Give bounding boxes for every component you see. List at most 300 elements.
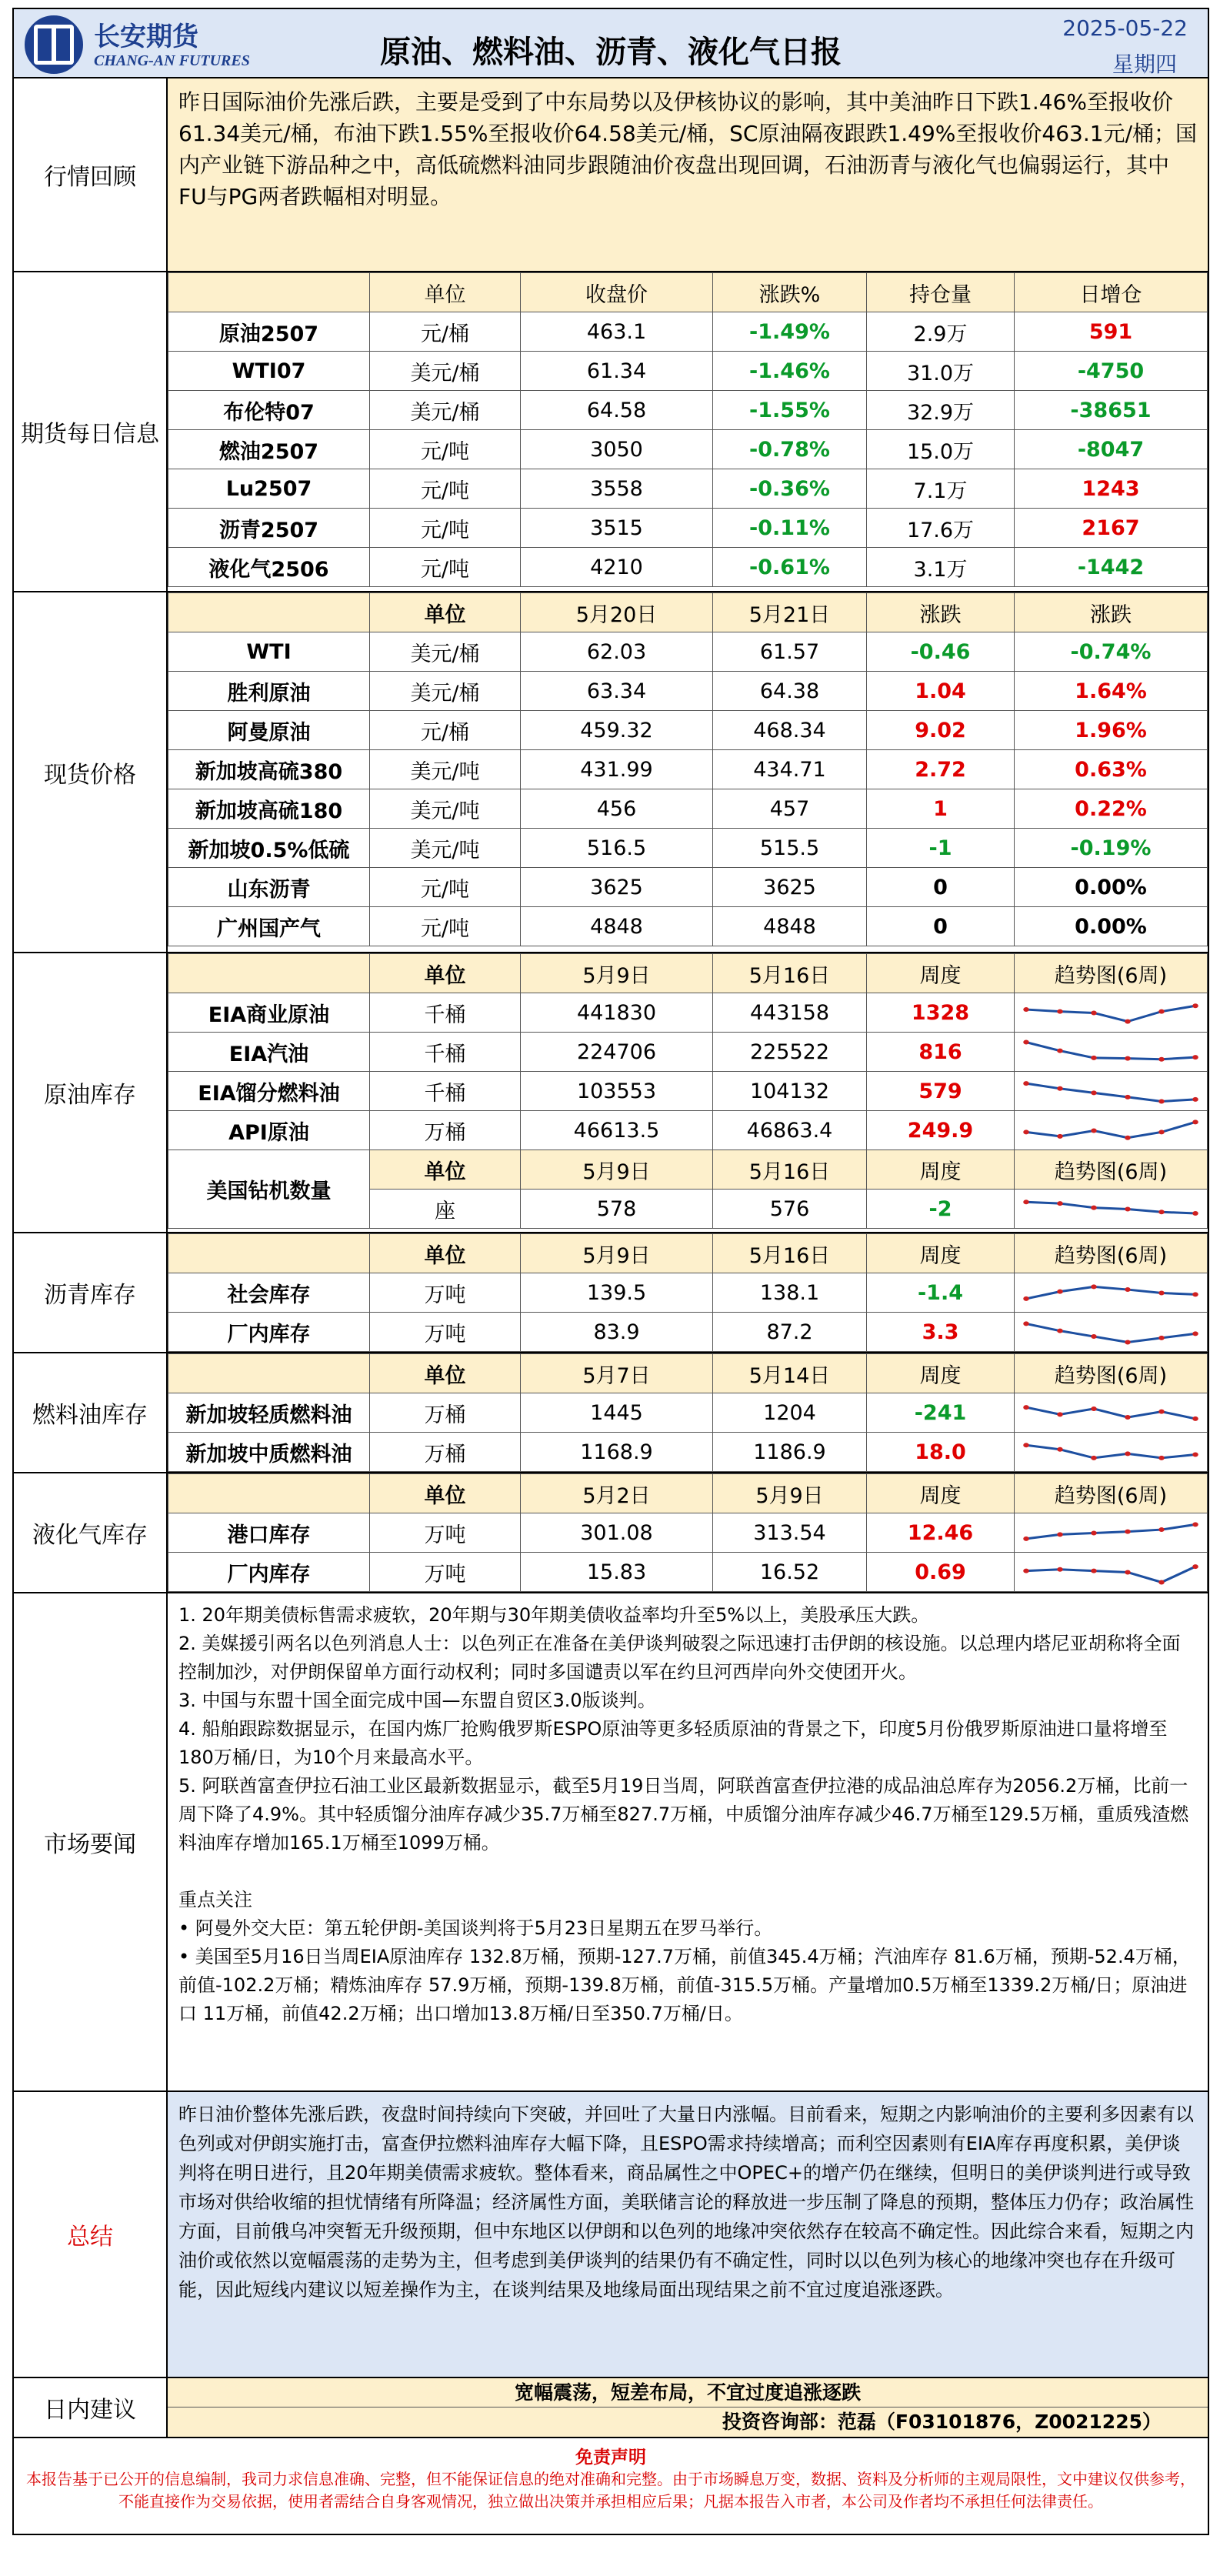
column-header: 涨跌: [1015, 593, 1208, 632]
value-prev: 83.9: [521, 1313, 713, 1352]
table-row: [168, 1111, 1208, 1150]
table-header-row: [168, 1474, 1208, 1513]
unit: 座: [370, 1190, 521, 1229]
crude-inventory-table: [168, 953, 1208, 1229]
sparkline-path: [1026, 1323, 1195, 1342]
futures-label: 期货每日信息: [14, 272, 168, 591]
price-day2: 434.71: [713, 750, 867, 789]
value-latest: 443158: [713, 993, 867, 1033]
table-row: [168, 1033, 1208, 1072]
weekly-change: 249.9: [867, 1111, 1015, 1150]
column-header: 单位: [370, 954, 521, 993]
brand-name-en: CHANG-AN FUTURES: [94, 52, 250, 69]
contract-name: 布伦特07: [168, 391, 370, 430]
daily-oi-change: 591: [1015, 312, 1208, 352]
column-header: 趋势图(6周): [1015, 1234, 1208, 1273]
sparkline-point: [1158, 1009, 1165, 1013]
unit: 美元/桶: [370, 632, 521, 672]
sparkline-point: [1125, 1206, 1131, 1211]
unit: 元/桶: [370, 312, 521, 352]
table-row: [168, 469, 1208, 509]
lpg-inventory-section: [12, 1473, 1209, 1593]
sparkline-point: [1023, 1081, 1029, 1086]
weekly-change: 579: [867, 1072, 1015, 1111]
column-header: 周度: [867, 1474, 1015, 1513]
sparkline-point: [1057, 1412, 1063, 1416]
price-day2: 515.5: [713, 829, 867, 868]
unit: 元/吨: [370, 907, 521, 946]
spot-name: 新加坡0.5%低硫: [168, 829, 370, 868]
sparkline-point: [1192, 1003, 1198, 1008]
value-prev: 46613.5: [521, 1111, 713, 1150]
advice-section: [12, 2378, 1209, 2438]
sparkline-path: [1026, 1202, 1195, 1213]
sparkline-path: [1026, 1083, 1195, 1101]
open-interest: 31.0万: [867, 352, 1015, 391]
trend-sparkline: [1015, 1313, 1208, 1352]
asphalt-inventory-section: [12, 1233, 1209, 1353]
table-row: [168, 993, 1208, 1033]
change: -1: [867, 829, 1015, 868]
unit: 美元/吨: [370, 750, 521, 789]
sparkline-point: [1091, 1010, 1097, 1015]
value-prev: 15.83: [521, 1553, 713, 1592]
inventory-name: EIA汽油: [168, 1033, 370, 1072]
spot-table: [168, 592, 1208, 946]
price-day1: 459.32: [521, 711, 713, 750]
column-header: 周度: [867, 1354, 1015, 1393]
unit: 美元/桶: [370, 352, 521, 391]
column-header: 单位: [370, 1354, 521, 1393]
column-header: 5月16日: [713, 1150, 867, 1190]
lpg-inventory-label: 液化气库存: [14, 1473, 168, 1592]
value-latest: 1186.9: [713, 1433, 867, 1472]
unit: 元/吨: [370, 469, 521, 509]
contract-name: 原油2507: [168, 312, 370, 352]
value-prev: 1168.9: [521, 1433, 713, 1472]
column-header: 周度: [867, 1150, 1015, 1190]
inventory-name: EIA馏分燃料油: [168, 1072, 370, 1111]
column-header: [168, 1474, 370, 1513]
table-header-row: [168, 954, 1208, 993]
sparkline-point: [1057, 1289, 1063, 1293]
sparkline-point: [1023, 1007, 1029, 1012]
summary-section: [12, 2092, 1209, 2378]
sparkline-point: [1192, 1522, 1198, 1527]
change-percent: -0.78%: [713, 430, 867, 469]
sparkline-point: [1158, 1580, 1165, 1584]
sparkline-point: [1192, 1564, 1198, 1569]
unit: 美元/桶: [370, 672, 521, 711]
inventory-name: EIA商业原油: [168, 993, 370, 1033]
review-section: [12, 78, 1209, 272]
unit: 元/吨: [370, 868, 521, 907]
unit: 万吨: [370, 1553, 521, 1592]
column-header: [168, 273, 370, 312]
unit: 万桶: [370, 1393, 521, 1433]
sparkline-point: [1057, 1328, 1063, 1333]
crude-inventory-label: 原油库存: [14, 953, 168, 1232]
sparkline-point: [1125, 1094, 1131, 1099]
weekly-change: 12.46: [867, 1513, 1015, 1553]
news-item: 4. 船舶跟踪数据显示，在国内炼厂抢购俄罗斯ESPO原油等更多轻质原油的背景之下，印度5月份俄罗斯原油进口量将增至180万桶/日，为10个月来最高水平。: [178, 1718, 1168, 1768]
sparkline-point: [1158, 1056, 1165, 1061]
value-prev: 578: [521, 1190, 713, 1229]
column-header: 5月9日: [521, 954, 713, 993]
table-row: [168, 711, 1208, 750]
column-header: 5月21日: [713, 593, 867, 632]
table-row: [168, 1553, 1208, 1592]
column-header: [168, 593, 370, 632]
sparkline-point: [1192, 1331, 1198, 1336]
spot-name: 胜利原油: [168, 672, 370, 711]
value-latest: 46863.4: [713, 1111, 867, 1150]
sparkline-point: [1023, 1321, 1029, 1326]
change: 1: [867, 789, 1015, 829]
table-header-row: [168, 1234, 1208, 1273]
inventory-name: 新加坡中质燃料油: [168, 1433, 370, 1472]
sparkline-point: [1125, 1529, 1131, 1533]
column-header: 5月9日: [713, 1474, 867, 1513]
spot-label: 现货价格: [14, 592, 168, 952]
column-header: 5月16日: [713, 954, 867, 993]
sparkline-point: [1091, 1568, 1097, 1573]
daily-oi-change: -1442: [1015, 548, 1208, 587]
spot-name: 新加坡高硫380: [168, 750, 370, 789]
sparkline-point: [1192, 1292, 1198, 1296]
sparkline-point: [1192, 1119, 1198, 1124]
column-header: 日增仓: [1015, 273, 1208, 312]
daily-oi-change: -8047: [1015, 430, 1208, 469]
sparkline-point: [1125, 1340, 1131, 1344]
change-percent: -1.55%: [713, 391, 867, 430]
summary-text: 昨日油价整体先涨后跌，夜盘时间持续向下突破，并回吐了大量日内涨幅。目前看来，短期之内影响油价的主要利多因素有以色列或对伊朗实施打击，富查伊拉燃料油库存大幅下降，且ESPO需求持续增高；而利空因素则有EIA库存再度积累，美伊谈判将在明日进行，且20年期美债需求疲软。整体看来，商品属性之中OPEC+的增产仍在继续，但明日的美伊谈判进行或导致市场对供给收缩的担忧情绪有所降温；经济属性方面，美联储言论的释放进一步压制了降息的预期，整体压力仍存；政治属性方面，目前俄乌冲突暂无升级预期，但中东地区以伊朗和以色列的地缘冲突依然存在较高不确定性。因此综合来看，短期之内油价或依然以宽幅震荡的走势为主，但考虑到美伊谈判的结果仍有不确定性，同时以以色列为核心的地缘冲突也存在升级可能，因此短线内建议以短差操作为主，在谈判结果及地缘局面出现结果之前不宜过度追涨逐跌。: [168, 2092, 1208, 2377]
sparkline-point: [1158, 1409, 1165, 1413]
sparkline-point: [1023, 1443, 1029, 1447]
column-header: 5月20日: [521, 593, 713, 632]
trend-sparkline: [1015, 1433, 1208, 1472]
table-row: [168, 352, 1208, 391]
sparkline-point: [1057, 1048, 1063, 1053]
review-text: 昨日国际油价先涨后跌，主要是受到了中东局势以及伊核协议的影响，其中美油昨日下跌1.46%至报收价61.34美元/桶，布油下跌1.55%至报收价64.58美元/桶，SC原油隔夜跟跌1.49%至报收价463.1元/桶；国内产业链下游品种之中，高低硫燃料油同步跟随油价夜盘出现回调，石油沥青与液化气也偏弱运行，其中FU与PG两者跌幅相对明显。: [168, 78, 1208, 271]
open-interest: 15.0万: [867, 430, 1015, 469]
column-header: 5月7日: [521, 1354, 713, 1393]
sparkline-point: [1091, 1406, 1097, 1410]
sparkline-point: [1125, 1415, 1131, 1420]
daily-oi-change: -4750: [1015, 352, 1208, 391]
open-interest: 2.9万: [867, 312, 1015, 352]
column-header: 单位: [370, 1234, 521, 1273]
disclaimer-text: 本报告基于已公开的信息编制，我司力求信息准确、完整，但不能保证信息的绝对准确和完整。由于市场瞬息万变，数据、资料及分析师的主观局限性，文中建议仅供参考，不能直接作为交易依据，使用者需结合自身客观情况，独立做出决策并承担相应后果；凡据本报告入市者，本公司及作者均不承担任何法律责任。: [26, 2470, 1195, 2511]
column-header: 趋势图(6周): [1015, 1474, 1208, 1513]
column-header: [168, 1354, 370, 1393]
close-price: 3558: [521, 469, 713, 509]
unit: 千桶: [370, 1033, 521, 1072]
change-percent: -1.46%: [713, 352, 867, 391]
sparkline-point: [1057, 1446, 1063, 1451]
table-row: [168, 548, 1208, 587]
sparkline-path: [1026, 1042, 1195, 1059]
sparkline-point: [1023, 1405, 1029, 1410]
sparkline-point: [1125, 1287, 1131, 1292]
column-header: 单位: [370, 1150, 521, 1190]
disclaimer-title: 免责声明: [575, 2448, 646, 2468]
value-latest: 87.2: [713, 1313, 867, 1352]
column-header: 涨跌: [867, 593, 1015, 632]
column-header: 单位: [370, 1474, 521, 1513]
sparkline-path: [1026, 1407, 1195, 1419]
table-row: [168, 1072, 1208, 1111]
unit: 元/吨: [370, 509, 521, 548]
sparkline-point: [1091, 1055, 1097, 1059]
daily-oi-change: -38651: [1015, 391, 1208, 430]
unit: 美元/桶: [370, 391, 521, 430]
weekly-change: -241: [867, 1393, 1015, 1433]
change-percent: 0.00%: [1015, 868, 1208, 907]
table-row: [168, 1393, 1208, 1433]
column-header: 5月16日: [713, 1234, 867, 1273]
sparkline-point: [1125, 1056, 1131, 1060]
trend-sparkline: [1015, 993, 1208, 1033]
change: 2.72: [867, 750, 1015, 789]
table-row: [168, 1273, 1208, 1313]
inventory-name: 港口库存: [168, 1513, 370, 1553]
unit: 元/桶: [370, 711, 521, 750]
news-item: 5. 阿联酋富查伊拉石油工业区最新数据显示，截至5月19日当周，阿联酋富查伊拉港的成品油总库存为2056.2万桶，比前一周下降了4.9%。其中轻质馏分油库存减少35.7万桶至827.7万桶，中质馏分油库存减少46.7万桶至129.5万桶，重质残渣燃料油库存增加165.1万桶至1099万桶。: [178, 1775, 1189, 1854]
spot-name: 山东沥青: [168, 868, 370, 907]
change-percent: 1.96%: [1015, 711, 1208, 750]
price-day1: 62.03: [521, 632, 713, 672]
price-day2: 457: [713, 789, 867, 829]
sparkline-point: [1091, 1455, 1097, 1460]
spot-name: WTI: [168, 632, 370, 672]
futures-section: [12, 272, 1209, 592]
sparkline-point: [1125, 1570, 1131, 1574]
open-interest: 3.1万: [867, 548, 1015, 587]
trend-sparkline: [1015, 1273, 1208, 1313]
sparkline-point: [1125, 1135, 1131, 1140]
close-price: 3050: [521, 430, 713, 469]
change: 0: [867, 868, 1015, 907]
sparkline-path: [1026, 1122, 1195, 1137]
sparkline-point: [1091, 1205, 1097, 1210]
unit: 元/吨: [370, 430, 521, 469]
weekly-change: 3.3: [867, 1313, 1015, 1352]
contract-name: Lu2507: [168, 469, 370, 509]
sparkline-point: [1158, 1210, 1165, 1214]
trend-sparkline: [1015, 1553, 1208, 1592]
trend-sparkline: [1015, 1111, 1208, 1150]
sparkline-point: [1023, 1296, 1029, 1300]
news-label: 市场要闻: [14, 1593, 168, 2090]
price-day2: 64.38: [713, 672, 867, 711]
column-header: 持仓量: [867, 273, 1015, 312]
sparkline-point: [1091, 1334, 1097, 1339]
value-prev: 1445: [521, 1393, 713, 1433]
open-interest: 7.1万: [867, 469, 1015, 509]
trend-sparkline: [1015, 1190, 1208, 1229]
inventory-name: 厂内库存: [168, 1553, 370, 1592]
column-header: 涨跌%: [713, 273, 867, 312]
change-percent: 0.22%: [1015, 789, 1208, 829]
summary-label: 总结: [14, 2092, 168, 2377]
contract-name: 液化气2506: [168, 548, 370, 587]
unit: 元/吨: [370, 548, 521, 587]
weekly-change: -2: [867, 1190, 1015, 1229]
sparkline-point: [1091, 1090, 1097, 1095]
sparkline-point: [1091, 1530, 1097, 1535]
column-header: 单位: [370, 593, 521, 632]
news-item: 3. 中国与东盟十国全面完成中国—东盟自贸区3.0版谈判。: [178, 1690, 656, 1711]
open-interest: 32.9万: [867, 391, 1015, 430]
change-percent: -0.19%: [1015, 829, 1208, 868]
value-prev: 224706: [521, 1033, 713, 1072]
column-header: [168, 1234, 370, 1273]
change-percent: -0.36%: [713, 469, 867, 509]
price-day1: 431.99: [521, 750, 713, 789]
contract-name: 燃油2507: [168, 430, 370, 469]
report-title: 原油、燃料油、沥青、液化气日报: [380, 35, 842, 70]
trend-sparkline: [1015, 1033, 1208, 1072]
close-price: 463.1: [521, 312, 713, 352]
contract-name: 沥青2507: [168, 509, 370, 548]
table-row: [168, 312, 1208, 352]
sparkline-path: [1026, 1445, 1195, 1458]
table-row: [168, 1313, 1208, 1352]
inventory-name: 社会库存: [168, 1273, 370, 1313]
column-header: 5月14日: [713, 1354, 867, 1393]
unit: 千桶: [370, 993, 521, 1033]
price-day2: 61.57: [713, 632, 867, 672]
daily-oi-change: 1243: [1015, 469, 1208, 509]
sparkline-point: [1091, 1284, 1097, 1289]
table-row: [168, 509, 1208, 548]
sparkline-point: [1023, 1130, 1029, 1134]
sparkline-point: [1192, 1096, 1198, 1101]
sparkline-point: [1192, 1055, 1198, 1059]
trend-sparkline: [1015, 1393, 1208, 1433]
close-price: 4210: [521, 548, 713, 587]
column-header: [168, 954, 370, 993]
change-percent: 0.63%: [1015, 750, 1208, 789]
sparkline-point: [1158, 1099, 1165, 1103]
table-row: [168, 672, 1208, 711]
value-latest: 104132: [713, 1072, 867, 1111]
sparkline-path: [1026, 1286, 1195, 1299]
change-percent: -0.74%: [1015, 632, 1208, 672]
sparkline-point: [1158, 1290, 1165, 1295]
fuel-inventory-label: 燃料油库存: [14, 1353, 168, 1472]
review-label: 行情回顾: [14, 78, 168, 271]
table-row: [168, 907, 1208, 946]
column-header: 5月9日: [521, 1150, 713, 1190]
sparkline-point: [1057, 1532, 1063, 1537]
advice-text: 宽幅震荡，短差布局，不宜过度追涨逐跌: [168, 2378, 1208, 2407]
table-header-row: [168, 273, 1208, 312]
price-day1: 516.5: [521, 829, 713, 868]
advisor-credit: 投资咨询部：范磊（F03101876，Z0021225）: [168, 2407, 1208, 2437]
value-latest: 313.54: [713, 1513, 867, 1553]
value-latest: 576: [713, 1190, 867, 1229]
price-day1: 3625: [521, 868, 713, 907]
close-price: 3515: [521, 509, 713, 548]
sparkline-point: [1158, 1455, 1165, 1460]
unit: 万桶: [370, 1433, 521, 1472]
table-row: [168, 1513, 1208, 1553]
change: 9.02: [867, 711, 1015, 750]
value-prev: 301.08: [521, 1513, 713, 1553]
focus-item: • 美国至5月16日当周EIA原油库存 132.8万桶，预期-127.7万桶，前值345.4万桶；汽油库存 81.6万桶，预期-52.4万桶，前值-102.2万桶；精炼油库存 57.9万桶，预期-139.8万桶，前值-315.5万桶。产量增加0.5万桶至1339.2万桶/日；原油进口 11万桶，前值42.2万桶；出口增加13.8万桶/日至350.7万桶/日。: [178, 1943, 1197, 2028]
weekly-change: -1.4: [867, 1273, 1015, 1313]
sparkline-path: [1026, 1524, 1195, 1539]
sparkline-point: [1091, 1128, 1097, 1133]
change-percent: -0.11%: [713, 509, 867, 548]
sparkline-point: [1125, 1451, 1131, 1456]
inventory-name: 厂内库存: [168, 1313, 370, 1352]
change-percent: 0.00%: [1015, 907, 1208, 946]
weekly-change: 816: [867, 1033, 1015, 1072]
price-day2: 4848: [713, 907, 867, 946]
sparkline-point: [1158, 1335, 1165, 1340]
unit: 千桶: [370, 1072, 521, 1111]
column-header: 趋势图(6周): [1015, 1354, 1208, 1393]
table-row: [168, 789, 1208, 829]
sparkline-point: [1057, 1086, 1063, 1090]
contract-name: WTI07: [168, 352, 370, 391]
sparkline-point: [1023, 1568, 1029, 1573]
change-percent: -1.49%: [713, 312, 867, 352]
table-row: [168, 430, 1208, 469]
spot-name: 广州国产气: [168, 907, 370, 946]
price-day1: 63.34: [521, 672, 713, 711]
column-header: 单位: [370, 273, 521, 312]
advice-label: 日内建议: [14, 2378, 168, 2437]
rig-count-name: 美国钻机数量: [168, 1150, 370, 1229]
value-prev: 441830: [521, 993, 713, 1033]
column-header: 趋势图(6周): [1015, 1150, 1208, 1190]
spot-name: 阿曼原油: [168, 711, 370, 750]
spot-section: [12, 592, 1209, 953]
unit: 美元/吨: [370, 829, 521, 868]
column-header: 5月9日: [521, 1234, 713, 1273]
unit: 万吨: [370, 1313, 521, 1352]
column-header: 周度: [867, 954, 1015, 993]
report-page: [12, 8, 1209, 2568]
sparkline-point: [1023, 1039, 1029, 1044]
sparkline-point: [1158, 1130, 1165, 1134]
unit: 万吨: [370, 1513, 521, 1553]
sparkline-point: [1158, 1527, 1165, 1532]
sparkline-point: [1192, 1211, 1198, 1216]
trend-sparkline: [1015, 1072, 1208, 1111]
sparkline-point: [1125, 1019, 1131, 1023]
value-latest: 1204: [713, 1393, 867, 1433]
value-latest: 225522: [713, 1033, 867, 1072]
inventory-name: 新加坡轻质燃料油: [168, 1393, 370, 1433]
table-row: [168, 632, 1208, 672]
focus-item: • 阿曼外交大臣：第五轮伊朗-美国谈判将于5月23日星期五在罗马举行。: [178, 1914, 1197, 1943]
table-header-row: [168, 593, 1208, 632]
table-row: [168, 391, 1208, 430]
column-header: 趋势图(6周): [1015, 954, 1208, 993]
fuel-inventory-section: [12, 1353, 1209, 1473]
futures-table: [168, 272, 1208, 587]
brand-name: 长安期货: [94, 22, 198, 52]
sparkline-point: [1192, 1452, 1198, 1457]
report-date: 2025-05-22: [1062, 15, 1188, 41]
sparkline-point: [1057, 1567, 1063, 1571]
report-weekday: 星期四: [1112, 52, 1177, 77]
